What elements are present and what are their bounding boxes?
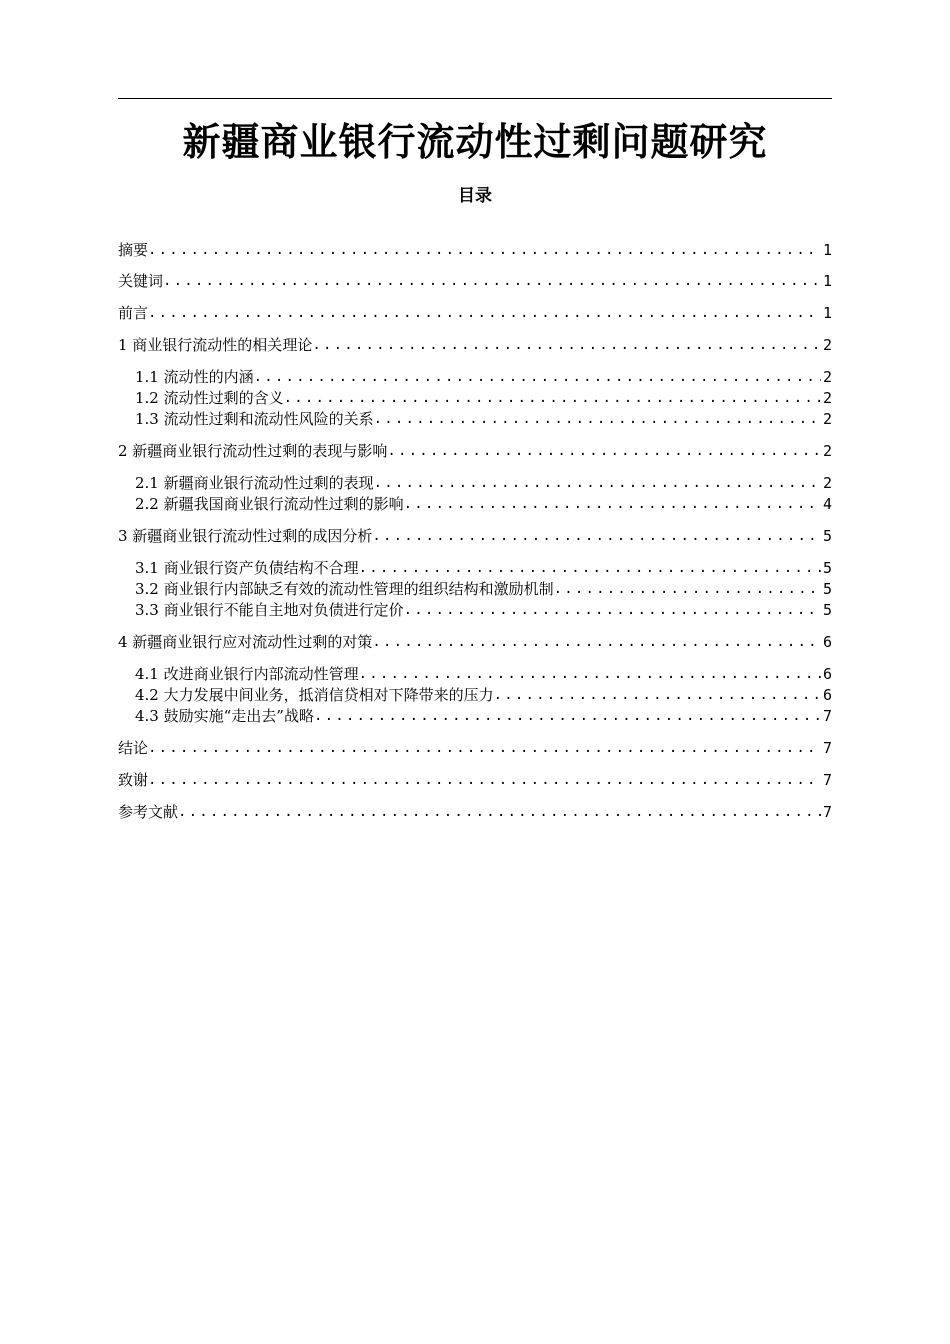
- toc-entry-page: 5: [822, 580, 832, 598]
- toc-entry-page: 7: [822, 707, 832, 725]
- toc-leader-dots: [387, 440, 821, 462]
- toc-entry-label: 1.3 流动性过剩和流动性风险的关系: [135, 410, 374, 428]
- toc-entry-label: 2.1 新疆商业银行流动性过剩的表现: [135, 474, 374, 492]
- toc-entry-page: 2: [822, 442, 832, 460]
- toc-leader-dots: [178, 801, 821, 823]
- toc-entry-label: 3.3 商业银行不能自主地对负债进行定价: [135, 601, 404, 619]
- toc-entry-page: 1: [822, 241, 832, 259]
- toc-entry-section-3-2[interactable]: [135, 578, 832, 600]
- toc-entry-label: 4 新疆商业银行应对流动性过剩的对策: [118, 633, 373, 651]
- toc-entry-page: 2: [822, 474, 832, 492]
- toc-entry-label: 关键词: [118, 272, 164, 290]
- toc-entry-page: 6: [822, 686, 832, 704]
- toc-entry-abstract[interactable]: [118, 239, 832, 261]
- toc-entry-section-1-2[interactable]: [135, 387, 832, 409]
- toc-leader-dots: [404, 599, 821, 621]
- toc-leader-dots: [374, 472, 821, 494]
- toc-leader-dots: [148, 239, 821, 261]
- toc-entry-label: 2 新疆商业银行流动性过剩的表现与影响: [118, 442, 388, 460]
- toc-entry-conclusion[interactable]: [118, 737, 832, 759]
- toc-entry-label: 1.2 流动性过剩的含义: [135, 389, 284, 407]
- toc-entry-label: 2.2 新疆我国商业银行流动性过剩的影响: [135, 495, 404, 513]
- toc-entry-chapter-2[interactable]: [118, 440, 832, 462]
- toc-leader-dots: [148, 769, 821, 791]
- toc-entry-page: 7: [822, 771, 832, 789]
- toc-entry-label: 3.1 商业银行资产负债结构不合理: [135, 559, 359, 577]
- toc-leader-dots: [254, 366, 821, 388]
- toc-entry-label: 4.3 鼓励实施“走出去”战略: [135, 707, 314, 725]
- toc-entry-page: 6: [822, 633, 832, 651]
- toc-entry-label: 4.2 大力发展中间业务，抵消信贷相对下降带来的压力: [135, 686, 494, 704]
- toc-entry-label: 3.2 商业银行内部缺乏有效的流动性管理的组织结构和激励机制: [135, 580, 554, 598]
- toc-leader-dots: [314, 705, 821, 727]
- toc-entry-section-4-2[interactable]: [135, 684, 832, 706]
- toc-leader-dots: [359, 557, 821, 579]
- toc-leader-dots: [494, 684, 821, 706]
- toc-leader-dots: [148, 737, 821, 759]
- toc-entry-section-3-1[interactable]: [135, 557, 832, 579]
- toc-entry-chapter-1[interactable]: [118, 334, 832, 356]
- toc-leader-dots: [372, 525, 821, 547]
- toc-entry-page: 7: [822, 803, 832, 821]
- toc-entry-section-4-3[interactable]: [135, 705, 832, 727]
- toc-entry-page: 2: [822, 368, 832, 386]
- document-title: 新疆商业银行流动性过剩问题研究: [182, 119, 768, 164]
- toc-entry-page: 6: [822, 665, 832, 683]
- toc-entry-section-3-3[interactable]: [135, 599, 832, 621]
- toc-entry-label: 前言: [118, 304, 149, 322]
- toc-entry-label: 参考文献: [118, 803, 179, 821]
- toc-entry-acknowledgements[interactable]: [118, 769, 832, 791]
- toc-entry-label: 摘要: [118, 241, 149, 259]
- toc-entry-label: 结论: [118, 739, 149, 757]
- toc-leader-dots: [312, 334, 821, 356]
- toc-heading: 目录: [458, 186, 492, 206]
- toc-leader-dots: [372, 631, 821, 653]
- toc-entry-section-1-3[interactable]: [135, 408, 832, 430]
- toc-leader-dots: [163, 270, 821, 292]
- toc-entry-label: 4.1 改进商业银行内部流动性管理: [135, 665, 359, 683]
- toc-entry-label: 1.1 流动性的内涵: [135, 368, 254, 386]
- toc-entry-page: 4: [822, 495, 832, 513]
- toc-entry-page: 5: [822, 527, 832, 545]
- toc-entry-page: 7: [822, 739, 832, 757]
- toc-leader-dots: [284, 387, 821, 409]
- toc-entry-section-4-1[interactable]: [135, 663, 832, 685]
- toc-entry-references[interactable]: [118, 801, 832, 823]
- toc-entry-keywords[interactable]: [118, 270, 832, 292]
- toc-entry-section-2-2[interactable]: [135, 493, 832, 515]
- toc-entry-page: 2: [822, 410, 832, 428]
- toc-entry-section-2-1[interactable]: [135, 472, 832, 494]
- toc-leader-dots: [148, 302, 821, 324]
- toc-entry-label: 致谢: [118, 771, 149, 789]
- toc-entry-label: 3 新疆商业银行流动性过剩的成因分析: [118, 527, 373, 545]
- toc-entry-page: 2: [822, 336, 832, 354]
- toc-leader-dots: [374, 408, 821, 430]
- toc-leader-dots: [404, 493, 821, 515]
- toc-entry-chapter-4[interactable]: [118, 631, 832, 653]
- toc-entry-preface[interactable]: [118, 302, 832, 324]
- toc-entry-page: 1: [822, 272, 832, 290]
- toc-entry-page: 5: [822, 559, 832, 577]
- toc-entry-chapter-3[interactable]: [118, 525, 832, 547]
- toc-leader-dots: [554, 578, 821, 600]
- top-rule: [118, 98, 832, 99]
- toc-entry-label: 1 商业银行流动性的相关理论: [118, 336, 313, 354]
- toc-entry-page: 2: [822, 389, 832, 407]
- toc-entry-page: 1: [822, 304, 832, 322]
- toc-leader-dots: [359, 663, 821, 685]
- toc-entry-section-1-1[interactable]: [135, 366, 832, 388]
- toc-entry-page: 5: [822, 601, 832, 619]
